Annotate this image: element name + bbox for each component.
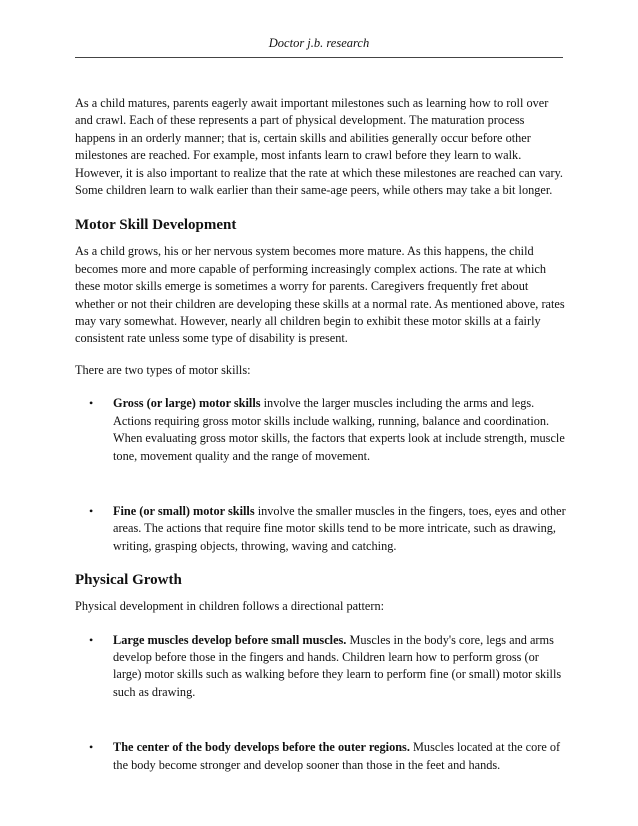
list-item (75, 739, 567, 774)
list-item-text: Muscles in the body's core, legs and arms develop before those in the fingers and hands. Children learn how to perform gross (or large) motor skills such as walking before they learn to perform fine (or small) motor skills such as drawing. (113, 632, 562, 699)
motor-skill-list-intro: There are two types of motor skills: (75, 362, 251, 377)
motor-skill-list (75, 395, 567, 555)
physical-growth-list-intro: Physical development in children follows a directional pattern: (75, 599, 385, 614)
list-item-term: Large muscles develop before small muscles. (113, 632, 347, 647)
list-item (75, 395, 567, 465)
motor-skill-paragraph: As a child grows, his or her nervous system becomes more mature. As this happens, the child becomes more and more capable of performing increasingly complex actions. The rate at which these motor skills emerge is sometimes a worry for parents. Caregivers frequently fret about whether or not their children are developing these skills at a normal rate. As mentioned above, rates may vary somewhat. However, nearly all children begin to exhibit these motor skills at a fairly consistent rate unless some type of disability is present. (75, 244, 565, 346)
page-header-title: Doctor j.b. research (268, 36, 370, 50)
list-item-term: Fine (or small) motor skills (113, 503, 255, 518)
list-item-text: Muscles located at the core of the body become stronger and develop sooner than those in the feet and hands. (113, 740, 561, 772)
header-divider (75, 57, 563, 58)
bullet-icon: • (89, 740, 94, 755)
physical-growth-heading: Physical Growth (75, 572, 182, 589)
intro-paragraph: As a child matures, parents eagerly await important milestones such as learning how to roll over and crawl. Each of these represents a part of physical development. The maturation process happens in an orderly manner; that is, certain skills and abilities generally occur before other milestones are reached. For example, most infants learn to crawl before they learn to walk. However, it is also important to realize that the rate at which these milestones are reached can vary. Some children learn to walk earlier than their same-age peers, while others may take a bit longer. (75, 96, 563, 198)
document-body (75, 95, 567, 774)
list-item-term: The center of the body develops before the outer regions. (113, 740, 410, 755)
list-item (75, 503, 567, 555)
list-item-term: Gross (or large) motor skills (113, 396, 261, 411)
list-item-text: involve the smaller muscles in the fingers, toes, eyes and other areas. The actions that require fine motor skills tend to be more intricate, such as drawing, writing, grasping objects, throwing, waving and catching. (113, 503, 566, 553)
list-item-text: involve the larger muscles including the arms and legs. Actions requiring gross motor skills include walking, running, balance and coordination. When evaluating gross motor skills, the factors that experts look at include strength, muscle tone, movement quality and the range of movement. (113, 396, 565, 463)
bullet-icon: • (89, 503, 94, 518)
bullet-icon: • (89, 396, 94, 411)
physical-growth-list (75, 632, 567, 774)
motor-skill-heading: Motor Skill Development (75, 217, 237, 234)
bullet-icon: • (89, 632, 94, 647)
list-item (75, 632, 567, 702)
